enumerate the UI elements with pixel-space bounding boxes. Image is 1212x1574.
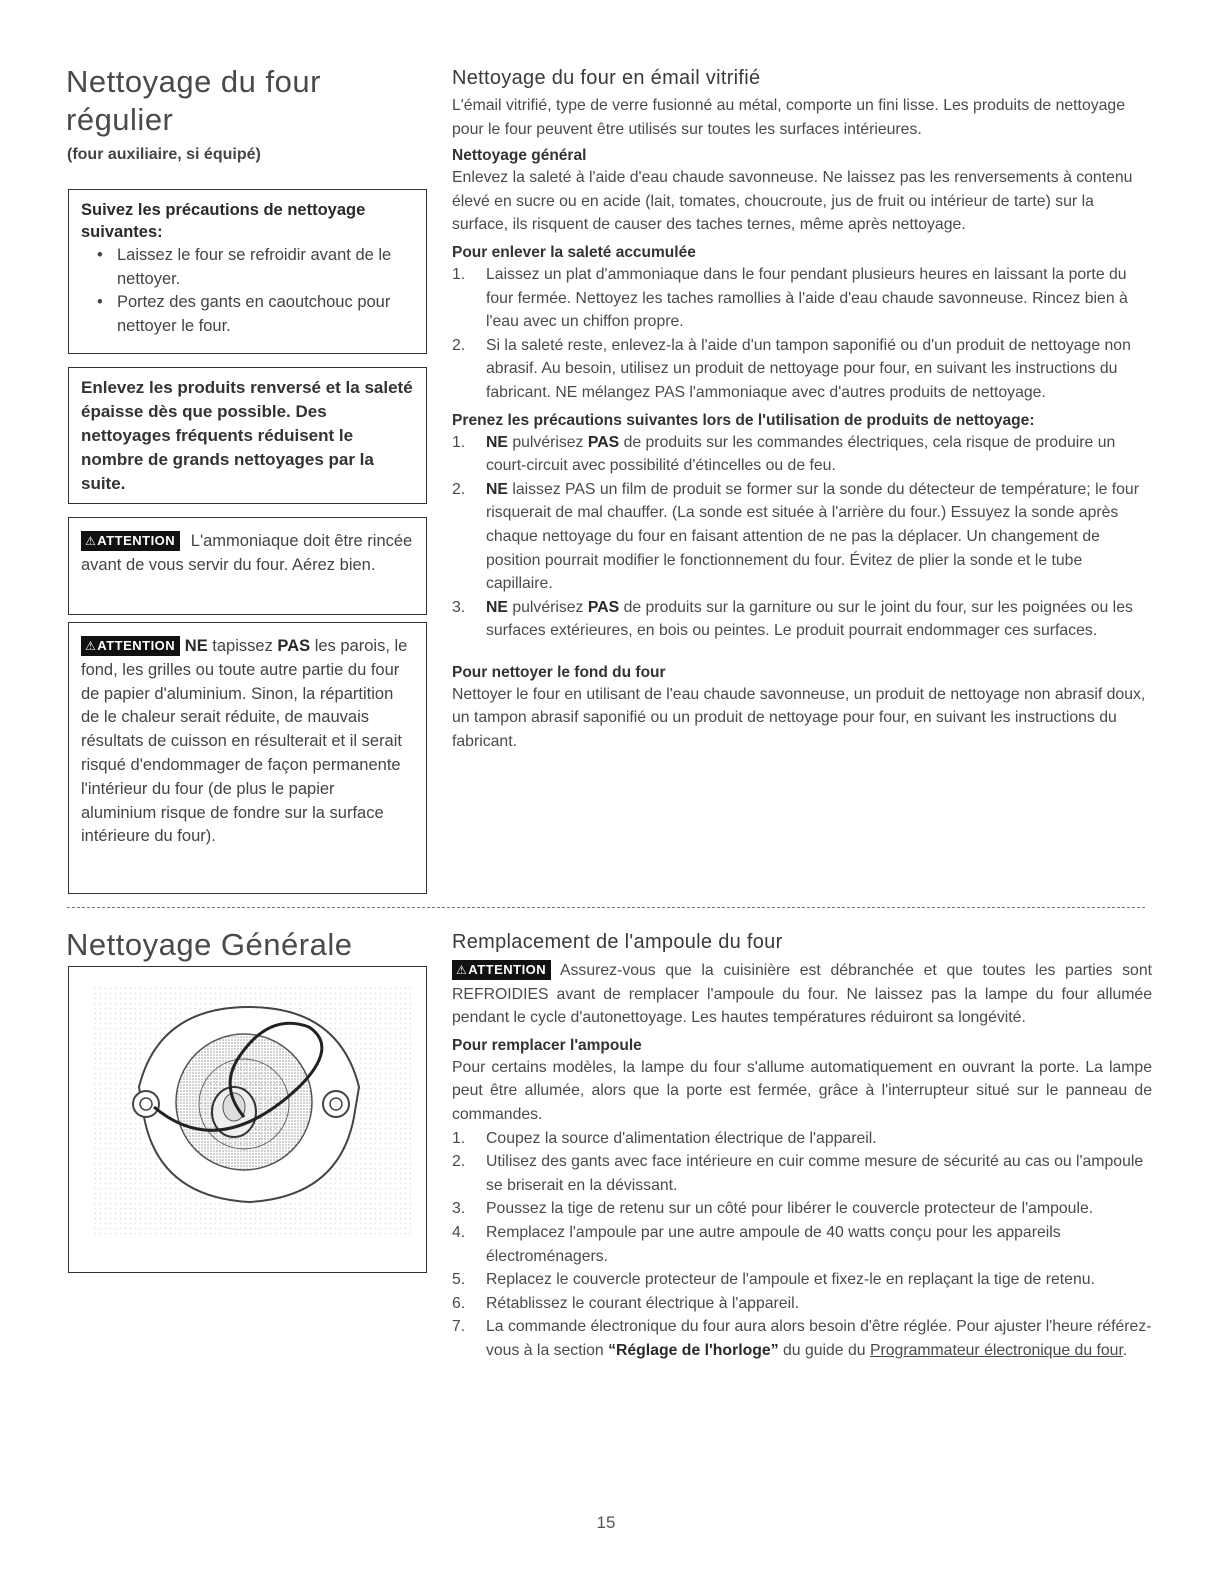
enamel-intro: L'émail vitrifié, type de verre fusionné au métal, comporte un fini lisse. Les produits de nettoyage pour le four peuvent être utilisés sur toutes les surfaces intérieures. — [452, 97, 1125, 138]
oven-light-diagram — [69, 967, 425, 1271]
section-divider — [67, 907, 1145, 908]
bulb-warning-text: Assurez-vous que la cuisinière est débranchée et que toutes les parties sont REFROIDIES avant de remplacer l'ampoule du four. Ne laissez pas la lampe du four allumée pendant le cycle d'autonettoyage. Les hautes températures réduiront sa longévité. — [452, 962, 1152, 1027]
foil-warning-text: les parois, le fond, les grilles ou toute autre partie du four de papier d'aluminium. Sinon, la répartition de le chaleur serait réduite, de mauvais résultats de cuisson en résulterait et il serait risqué d'endommager de façon permanente l'intérieur du four (de plus le papier aluminium risque de fondre sur la surface intérieure du four). — [81, 637, 408, 846]
attention-badge: ⚠ATTENTION — [452, 960, 551, 980]
list-item: • Portez des gants en caoutchouc pour nettoyer le four. — [97, 293, 391, 335]
precautions-heading: Prenez les précautions suivantes lors de l'utilisation de produits de nettoyage: — [452, 411, 1035, 429]
oven-light-illustration — [68, 966, 427, 1273]
list-item: 2. Si la saleté reste, enlevez-la à l'aide d'un tampon saponifié ou d'un produit de nettoyage non abrasif. Au besoin, utilisez un produit de nettoyage pour four, en suivant les instructions du fabricant. NE mélangez PAS l'ammoniaque avec d'autres produits de nettoyage. — [452, 336, 1131, 401]
precautions-heading: Suivez les précautions de nettoyage suivantes: — [81, 201, 366, 241]
list-item: 2. Utilisez des gants avec face intérieure en cuir comme mesure de sécurité au cas ou l'ampoule se briserait en la dévissant. — [452, 1153, 1144, 1194]
list-item: 6. Rétablissez le courant électrique à l'appareil. — [452, 1294, 799, 1312]
ammonia-warning-box — [68, 517, 427, 615]
warning-triangle-icon: ⚠ — [85, 534, 97, 548]
enamel-section — [452, 67, 1152, 754]
page-title: Nettoyage du four régulier — [66, 64, 321, 137]
page-subtitle: (four auxiliaire, si équipé) — [67, 146, 261, 163]
spill-notice-box — [68, 367, 427, 504]
list-item: 7. La commande électronique du four aura alors besoin d'être réglée. Pour ajuster l'heure référez-vous à la section “Réglage de l'horloge” du guide du Programmateur électronique du four. — [452, 1318, 1152, 1359]
list-item: 3. NE pulvérisez PAS de produits sur la garniture ou sur le joint du four, sur les poignées ou les surfaces extérieures, en bois ou peintes. Le produit pourrait endommager ces surfaces. — [452, 598, 1133, 640]
list-item: 4. Remplacez l'ampoule par une autre ampoule de 40 watts conçu pour les appareils électroménagers. — [452, 1223, 1061, 1265]
bulb-title: Remplacement de l'ampoule du four — [452, 931, 783, 953]
spill-notice-text: Enlevez les produits renversé et la saleté épaisse dès que possible. Des nettoyages fréquents réduisent le nombre de grands nettoyages par la suite. — [81, 378, 413, 493]
buildup-heading: Pour enlever la saleté accumulée — [452, 243, 696, 261]
general-cleaning-heading: Nettoyage général — [452, 147, 587, 165]
oven-bottom-heading: Pour nettoyer le fond du four — [452, 663, 666, 681]
list-item: 1. Coupez la source d'alimentation électrique de l'appareil. — [452, 1129, 877, 1147]
programmer-guide-link: Programmateur électronique du four — [869, 1341, 1123, 1359]
list-item: 5. Replacez le couvercle protecteur de l'ampoule et fixez-le en replaçant la tige de retenu. — [452, 1271, 1095, 1289]
foil-warning-box: ⚠ATTENTION NE tapissez PAS les parois, le fond, les grilles ou toute autre partie du four de papier d'aluminium. Sinon, la répartition de le chaleur serait réduite, de mauvais résultats de cuisson en résulterait et il serait risqué d'endommager de façon permanente l'intérieur du four (de plus le papier aluminium risque de fondre sur la surface intérieure du four). — [68, 622, 427, 894]
general-cleaning-text: Enlevez la saleté à l'aide d'eau chaude savonneuse. Ne laissez pas les renversements à contenu élevé en sucre ou en acide (lait, tomates, choucroute, jus de fruit ou intérieur de tarte) sur la surface, ils risquent de causer des taches ternes, même après nettoyage. — [452, 169, 1133, 234]
warning-triangle-icon: ⚠ — [85, 639, 97, 653]
bulb-section — [452, 931, 1152, 1363]
list-item: 2. NE laissez PAS un film de produit se former sur la sonde du détecteur de température; le four risquerait de mal chauffer. (La sonde est située à l'arrière du four.) Essuyez la sonde après chaque nettoyage du four en faisant attention de ne pas la déplacer. Un changement de position pourrait modifier le fonctionnement du four. Évitez de plier la sonde et le tube capillaire. — [452, 480, 1139, 593]
attention-badge: ⚠ATTENTION — [81, 531, 180, 551]
attention-badge: ⚠ATTENTION — [81, 636, 180, 656]
general-cleaning-title: Nettoyage Générale — [66, 927, 353, 962]
list-item: 1. Laissez un plat d'ammoniaque dans le four pendant plusieurs heures en laissant la porte du four fermée. Nettoyez les taches ramollies à l'aide d'eau chaude savonneuse. Rincez bien à l'eau avec un chiffon propre. — [452, 265, 1128, 331]
ammonia-warning-text: L'ammoniaque doit être rincée avant de vous servir du four. Aérez bien. — [81, 532, 413, 574]
replace-bulb-heading: Pour remplacer l'ampoule — [452, 1036, 642, 1054]
page-number: 15 — [596, 1513, 616, 1532]
list-item: 3. Poussez la tige de retenu sur un côté pour libérer le couvercle protecteur de l'ampoule. — [452, 1200, 1094, 1218]
list-item: 1. NE pulvérisez PAS de produits sur les commandes électriques, cela risque de produire un court-circuit avec possibilité d'étincelles ou de feu. — [452, 433, 1116, 475]
warning-triangle-icon: ⚠ — [456, 963, 468, 977]
list-item: • Laissez le four se refroidir avant de le nettoyer. — [97, 246, 392, 288]
oven-bottom-text: Nettoyer le four en utilisant de l'eau chaude savonneuse, un produit de nettoyage non abrasif doux, un tampon abrasif saponifié ou un produit de nettoyage pour four, en suivant les instructions du fabricant. — [452, 685, 1146, 751]
precautions-box — [68, 189, 427, 354]
replace-bulb-intro: Pour certains modèles, la lampe du four s'allume automatiquement en ouvrant la porte. La lampe peut être allumée, alors que la porte est fermée, grâce à l'interrupteur situé sur le panneau de commandes. — [452, 1058, 1152, 1123]
enamel-title: Nettoyage du four en émail vitrifié — [452, 67, 761, 89]
